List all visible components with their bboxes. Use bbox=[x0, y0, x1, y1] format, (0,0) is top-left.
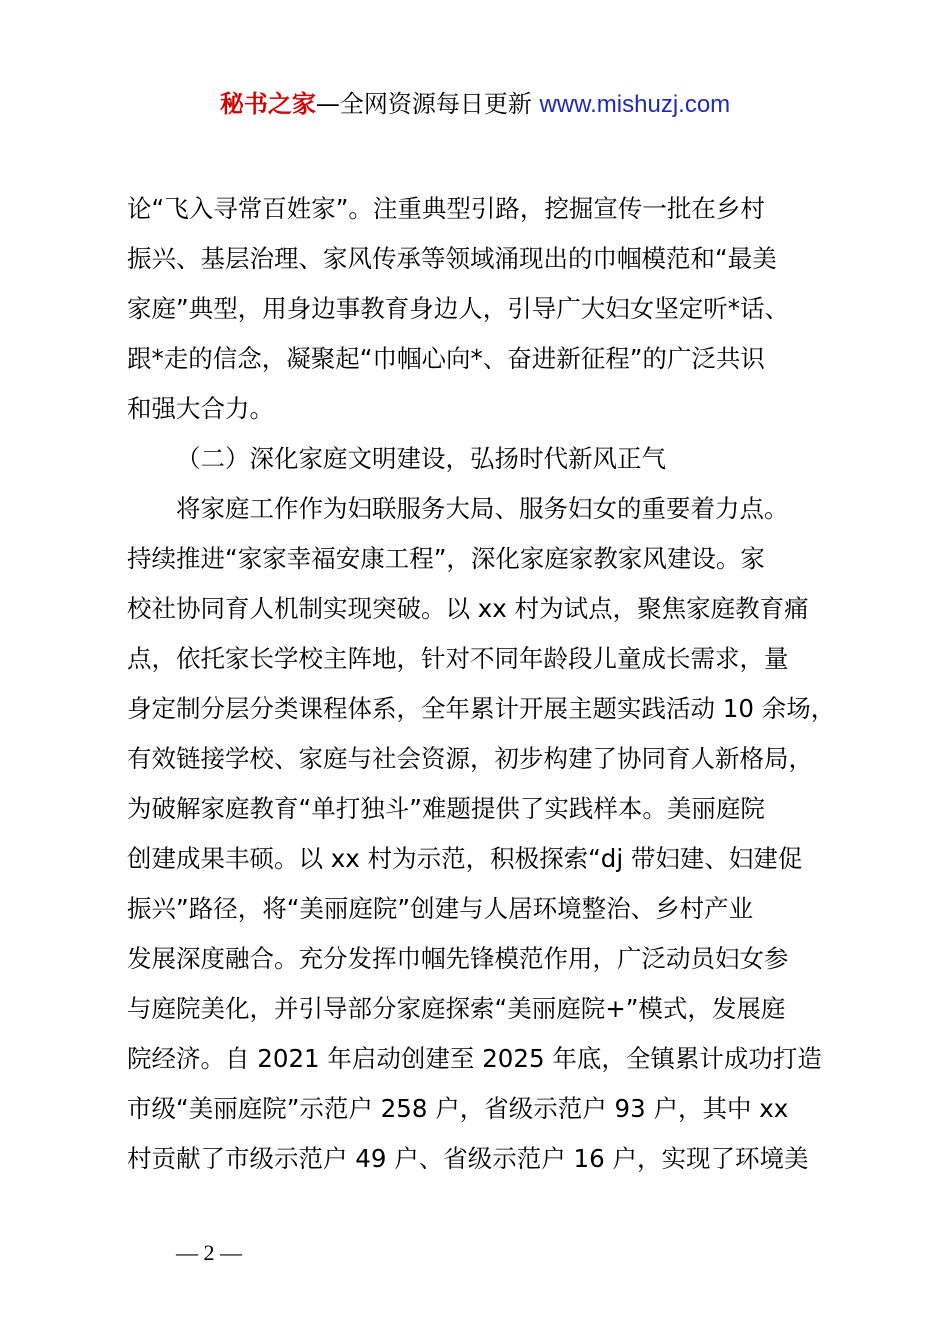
page-number: — 2 — bbox=[176, 1240, 242, 1265]
text-line: 与庭院美化，并引导部分家庭探索“美丽庭院+”模式，发展庭 bbox=[127, 994, 786, 1023]
text-line: 发展深度融合。充分发挥巾帼先锋模范作用，广泛动员妇女参 bbox=[127, 944, 789, 973]
text-line: 振兴、基层治理、家风传承等领域涌现出的巾帼模范和“最美 bbox=[127, 244, 777, 273]
site-header bbox=[0, 86, 950, 123]
paragraph-start: 将家庭工作作为妇联服务大局、服务妇女的重要着力点。 bbox=[176, 494, 789, 523]
text-line: 持续推进“家家幸福安康工程”，深化家庭家教家风建设。家 bbox=[127, 544, 765, 573]
text-line: 和强大合力。 bbox=[127, 394, 274, 423]
site-url[interactable]: www.mishuzj.com bbox=[539, 91, 731, 118]
text-line: 振兴”路径，将“美丽庭院”创建与人居环境整治、乡村产业 bbox=[127, 894, 754, 923]
text-line: 为破解家庭教育“单打独斗”难题提供了实践样本。美丽庭院 bbox=[127, 794, 765, 823]
text-line: 院经济。自 2021 年启动创建至 2025 年底，全镇累计成功打造 bbox=[127, 1044, 822, 1073]
text-line: 校社协同育人机制实现突破。以 xx 村为试点，聚焦家庭教育痛 bbox=[127, 594, 809, 623]
text-line: 跟*走的信念，凝聚起“巾帼心向*、奋进新征程”的广泛共识 bbox=[127, 344, 765, 373]
text-line: 身定制分层分类课程体系，全年累计开展主题实践活动 10 余场， bbox=[127, 694, 836, 723]
text-line: 创建成果丰硕。以 xx 村为示范，积极探索“dj 带妇建、妇建促 bbox=[127, 844, 803, 873]
text-line: 论“飞入寻常百姓家”。注重典型引路，挖掘宣传一批在乡村 bbox=[127, 194, 765, 223]
text-line: 有效链接学校、家庭与社会资源，初步构建了协同育人新格局， bbox=[127, 744, 813, 773]
section-heading: （二）深化家庭文明建设，弘扬时代新风正气 bbox=[176, 444, 666, 473]
brand-name: 秘书之家 bbox=[219, 90, 316, 118]
text-line: 市级“美丽庭院”示范户 258 户，省级示范户 93 户，其中 xx bbox=[127, 1094, 789, 1123]
header-slogan: —全网资源每日更新 bbox=[315, 90, 540, 118]
document-body bbox=[127, 184, 847, 1184]
text-line: 村贡献了市级示范户 49 户、省级示范户 16 户，实现了环境美 bbox=[127, 1144, 809, 1173]
text-line: 点，依托家长学校主阵地，针对不同年龄段儿童成长需求，量 bbox=[127, 644, 789, 673]
text-line: 家庭”典型，用身边事教育身边人，引导广大妇女坚定听*话、 bbox=[127, 294, 789, 323]
